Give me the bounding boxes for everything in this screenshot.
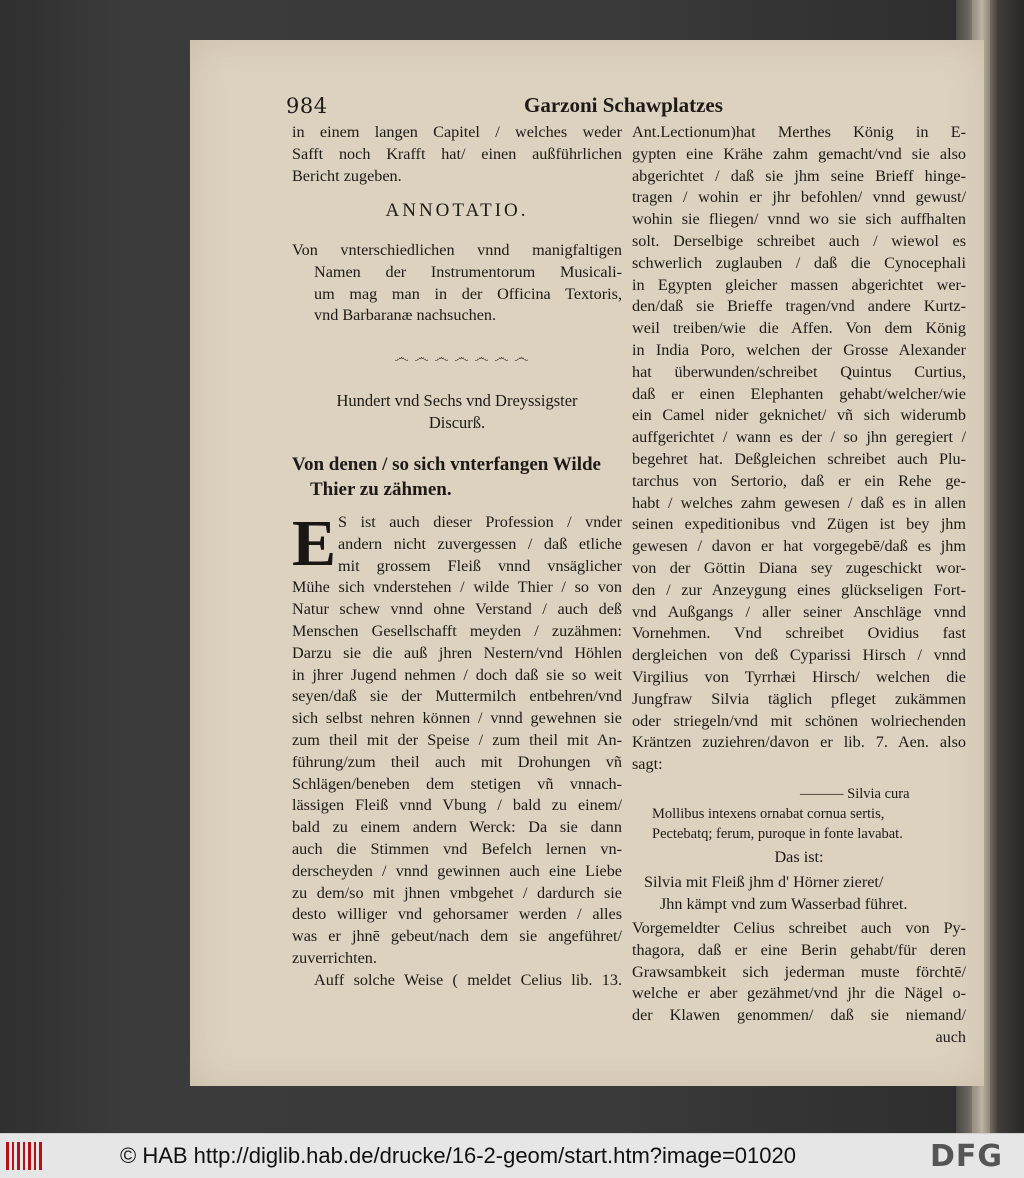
scanned-page (190, 40, 984, 1086)
text-line: Von vnterschiedlichen vnnd manigfaltigen (292, 241, 622, 259)
text-line: bald zu einem andern Werck: Da sie dann (292, 818, 622, 837)
text-line: S ist auch dieser Profession / vnder (338, 513, 622, 531)
text-line: auch die Stimmen vnd Befelch lernen vn- (292, 839, 622, 858)
text-line: um mag man in der Officina Textoris, (314, 284, 622, 303)
text-line: seyen/daß sie der Muttermilch entbehren/vnd (292, 687, 622, 706)
page-content (286, 92, 970, 1062)
text-line: tarchus von Sertorio, daß er ein Rehe ge- (632, 471, 966, 490)
text-line: Jhn kämpt vnd zum Wasserbad führet. (660, 894, 908, 913)
source-link[interactable]: © HAB http://diglib.hab.de/drucke/16-2-geom/start.htm?image=01020 (120, 1143, 796, 1168)
text-line: führung/zum theil auch mit Drohungen vñ (292, 752, 622, 771)
text-line: in Egypten gleicher massen abgerichtet wer- (632, 275, 966, 294)
text-line: Jungfraw Silvia täglich pfleget zukämmen (632, 689, 966, 708)
text-line: Bericht zugeben. (292, 166, 402, 185)
footer-bar (0, 1133, 1024, 1178)
text-line: Auff solche Weise ( meldet Celius lib. 13. (314, 970, 622, 989)
latin-quote (652, 784, 952, 844)
left-column (292, 122, 622, 1052)
annotatio-heading: ANNOTATIO. (385, 200, 529, 221)
text-line: Thier zu zähmen. (310, 479, 452, 500)
text-line: auffgerichtet / wann es der / so jhn geregiert / (632, 428, 966, 447)
text-line: lässigen Fleiß vnnd Vbung / bald zu einem/ (292, 796, 622, 815)
discurs-title (292, 390, 622, 434)
text-line: sagt: (632, 755, 663, 774)
initial-capital: E (292, 507, 337, 580)
right-column (632, 122, 966, 1052)
text-line: Schlägen/beneben dem stetigen vñ vnnach- (292, 774, 622, 793)
text-line: Pectebatq; ferum, puroque in fonte lavabat. (652, 826, 903, 842)
text-line: Natur schew vnnd ohne Verstand / auch deß (292, 600, 622, 619)
text-line: desto williger vnd gehorsamer werden / alles (292, 905, 622, 924)
text-line: Grawsambkeit sich jederman muste förchtē/ (632, 962, 966, 981)
text-line: vnd Barbaranæ nachsuchen. (314, 306, 497, 325)
text-line: Virgilius von Tyrrhæi Hirsch/ welchen die (632, 667, 966, 686)
body-paragraph (292, 507, 622, 992)
text-line: Menschen Gesellschafft meyden / zuzähmen: (292, 621, 622, 640)
text-line: sich selbst nehren können / vnnd gewehnen sie (292, 709, 622, 728)
text-line: Mollibus intexens ornabat cornua sertis, (652, 806, 885, 822)
text-line: weil treiben/wie die Affen. Von dem König (632, 319, 966, 338)
page-number: 984 (286, 94, 328, 118)
text-line: welche er aber gezähmet/vnd jhr die Nägel o- (632, 984, 966, 1003)
running-title: Garzoni Schawplatzes (524, 93, 723, 117)
text-line: begehret hat. Deßgleichen schreibet auch Plu- (632, 449, 966, 468)
right-paragraph-b (632, 918, 966, 1049)
text-line: ——— Silvia cura (800, 786, 910, 802)
text-line: abgerichtet / daß sie jhm seine Brieff hinge- (632, 166, 966, 185)
text-line: den/daß sie Brieffe tragen/vnd andere Kurtz- (632, 297, 966, 316)
text-line: in einem langen Capitel / welches weder (292, 123, 622, 141)
text-line: hat überwunden/schreibet Quintus Curtius, (632, 362, 966, 381)
text-line: Discurß. (428, 412, 486, 432)
dfg-logo: DFG (930, 1139, 1004, 1174)
ornament-divider: ෴ ෴ ෴ ෴ ෴ ෴ ෴ (394, 350, 530, 366)
text-line: mit grossem Fleiß vnnd vnsäglicher (338, 556, 622, 575)
text-line: habt / welches zahm gewesen / daß es in allen (632, 493, 966, 512)
das-ist-label: Das ist: (774, 848, 824, 866)
text-line: Hundert vnd Sechs vnd Dreyssigster (336, 391, 578, 410)
text-line: Vornehmen. Vnd schreibet Ovidius fast (632, 624, 966, 643)
text-line: Vorgemeldter Celius schreibet auch von Py- (632, 919, 966, 937)
text-line: Mühe sich vnderstehen / wilde Thier / so von (292, 578, 622, 597)
annotatio-paragraph (292, 240, 622, 327)
text-line: daß er einen Elephanten gehabt/welcher/wie (632, 384, 966, 403)
text-line: solt. Derselbige schreibet auch / wiewol es (632, 231, 966, 250)
text-line: zuverrichten. (292, 948, 377, 967)
text-line: Ant.Lectionum)hat Merthes König in E- (632, 123, 966, 141)
text-line: von der Göttin Diana sey zugeschickt wor- (632, 558, 966, 577)
text-line: schwerlich zuglauben / daß die Cynocephali (632, 253, 966, 272)
text-line: tragen / wohin er jhr befohlen/ vnnd gewust/ (632, 188, 966, 207)
catchword: auch (935, 1027, 966, 1046)
text-line: wohin sie fliegen/ vnnd wo sie sich auffhalten (632, 210, 966, 229)
text-line: der Klawen genommen/ daß sie niemand/ (632, 1006, 966, 1025)
german-verse (644, 872, 966, 916)
text-line: zum theil mit der Speise / zum theil mit An- (292, 730, 622, 749)
text-line: gewesen / davon er hat vorgegebē/daß es jhm (632, 537, 966, 556)
chapter-title (292, 452, 622, 502)
text-line: derscheyden / vnnd gewinnen auch eine Liebe (292, 861, 622, 880)
running-head (286, 92, 970, 122)
barcode-icon (6, 1142, 42, 1170)
text-line: dergleichen von deß Cyparissi Hirsch / vnnd (632, 646, 966, 665)
text-line: ein Camel nider geknichet/ vñ sich widerumb (632, 406, 966, 425)
text-line: thagora, daß er eine Berin gehabt/für deren (632, 940, 966, 959)
text-line: Silvia mit Fleiß jhm d' Hörner zieret/ (644, 873, 884, 891)
text-line: gypten eine Krähe zahm gemacht/vnd sie also (632, 144, 966, 163)
text-line: Kräntzen zuziehren/davon er lib. 7. Aen. also (632, 733, 966, 752)
text-line: andern nicht zuvergessen / daß etliche (338, 534, 622, 553)
text-line: vnd Außgangs / aller seiner Anschläge vnnd (632, 602, 966, 621)
text-line: zu dem/so mit jhnen vmbgehet / dardurch sie (292, 883, 622, 902)
text-line: was er jhnē gebeut/nach dem sie angeführet/ (292, 927, 622, 946)
right-paragraph-a (632, 122, 966, 776)
text-line: Safft noch Krafft hat/ einen außführlichen (292, 144, 622, 163)
text-line: in India Poro, welchen der Grosse Alexander (632, 340, 966, 359)
text-line: oder striegeln/vnd mit schönen wolriechenden (632, 711, 966, 730)
text-line: Darzu sie die auß jhren Nestern/vnd Höhlen (292, 643, 622, 662)
text-line: Von denen / so sich vnterfangen Wilde (292, 454, 601, 475)
intro-paragraph (292, 122, 622, 187)
text-line: seinen expeditionibus vnd Zügen ist bey jhm (632, 515, 966, 534)
text-line: den / zur Anzeygung eines glückseligen Fort- (632, 580, 966, 599)
text-line: in jhrer Jugend nehmen / doch daß sie so weit (292, 665, 622, 684)
text-line: Namen der Instrumentorum Musicali- (314, 262, 622, 281)
